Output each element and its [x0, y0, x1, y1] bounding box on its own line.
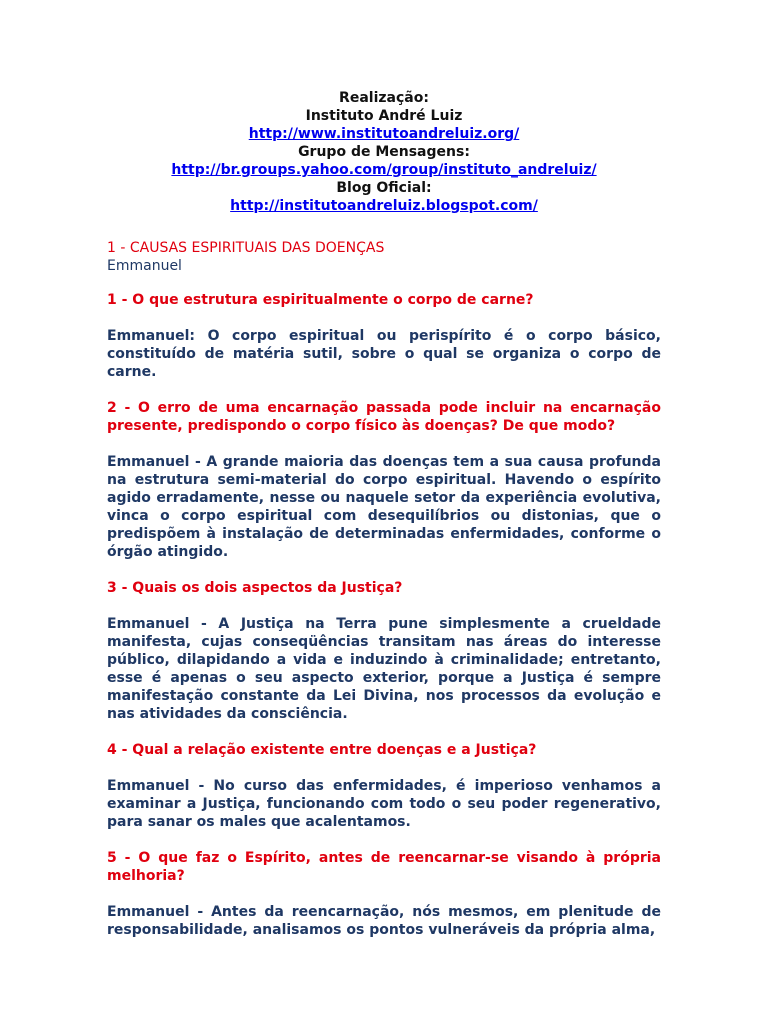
answer-3: Emmanuel - A Justiça na Terra pune simplesmente a crueldade manifesta, cujas conseqüências transitam nas áreas do interesse público, dilapidando a vida e induzindo à criminalidade; entretanto, esse é apenas o seu aspecto exterior, porque a Justiça é sempre manifestação constante da Lei Divina, nos processos da evolução e nas atividades da consciência.	[107, 616, 661, 722]
question-3: 3 - Quais os dois aspectos da Justiça?	[107, 580, 403, 596]
question-5: 5 - O que faz o Espírito, antes de reencarnar-se visando à própria melhoria?	[107, 850, 661, 884]
section-author: Emmanuel	[107, 258, 182, 274]
answer-4: Emmanuel - No curso das enfermidades, é imperioso venhamos a examinar a Justiça, funcionando com todo o seu poder regenerativo, para sanar os males que acalentamos.	[107, 778, 661, 830]
question-4: 4 - Qual a relação existente entre doenças e a Justiça?	[107, 742, 537, 758]
question-2: 2 - O erro de uma encarnação passada pode incluir na encarnação presente, predispondo o corpo físico às doenças? De que modo?	[107, 400, 661, 434]
header-block	[0, 89, 768, 215]
realizacao-label: Realização:	[339, 90, 429, 106]
blog-label: Blog Oficial:	[336, 180, 432, 196]
grupo-link[interactable]: http://br.groups.yahoo.com/group/instituto_andreluiz/	[171, 162, 597, 178]
question-1: 1 - O que estrutura espiritualmente o corpo de carne?	[107, 292, 534, 308]
main-content	[107, 239, 661, 939]
answer-5: Emmanuel - Antes da reencarnação, nós mesmos, em plenitude de responsabilidade, analisamos os pontos vulneráveis da própria alma,	[107, 904, 661, 938]
instituto-name: Instituto André Luiz	[305, 108, 463, 124]
grupo-label: Grupo de Mensagens:	[298, 144, 470, 160]
answer-1: Emmanuel: O corpo espiritual ou perispírito é o corpo básico, constituído de matéria sutil, sobre o qual se organiza o corpo de carne.	[107, 328, 661, 380]
site-link[interactable]: http://www.institutoandreluiz.org/	[248, 126, 520, 142]
blog-link[interactable]: http://institutoandreluiz.blogspot.com/	[230, 198, 538, 214]
section-title: 1 - CAUSAS ESPIRITUAIS DAS DOENÇAS	[107, 240, 385, 256]
answer-2: Emmanuel - A grande maioria das doenças tem a sua causa profunda na estrutura semi-material do corpo espiritual. Havendo o espírito agido erradamente, nesse ou naquele setor da experiência evolutiva, vinca o corpo espiritual com desequilíbrios ou distonias, que o predispõem à instalação de determinadas enfermidades, conforme o órgão atingido.	[107, 454, 661, 560]
